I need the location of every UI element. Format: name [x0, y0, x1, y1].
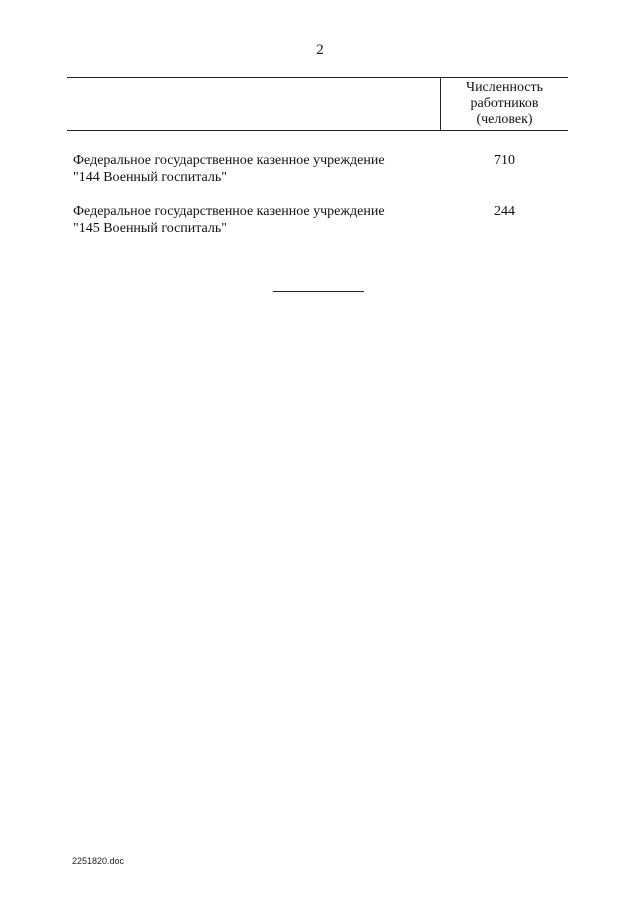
table-top-rule: [67, 77, 568, 78]
table-header-bottom-rule: [67, 130, 568, 131]
institution-name-line: "144 Военный госпиталь": [73, 170, 227, 185]
institution-name-line: Федеральное государственное казенное учреждение: [73, 153, 385, 168]
end-of-document-rule: [273, 291, 364, 292]
count-header-line: Численность: [465, 80, 544, 95]
count-header-line: (человек): [476, 112, 533, 127]
employee-count: 710: [494, 153, 515, 168]
institution-name-line: "145 Военный госпиталь": [73, 221, 227, 236]
count-header-line: работников: [470, 96, 539, 111]
institution-name: [73, 203, 433, 237]
page-number: 2: [316, 42, 324, 58]
institution-name-line: Федеральное государственное казенное учреждение: [73, 204, 385, 219]
document-id: 2251820.doc: [72, 856, 125, 866]
institution-name: [73, 152, 433, 186]
count-column-header: [441, 80, 568, 128]
employee-count: 244: [494, 204, 515, 219]
